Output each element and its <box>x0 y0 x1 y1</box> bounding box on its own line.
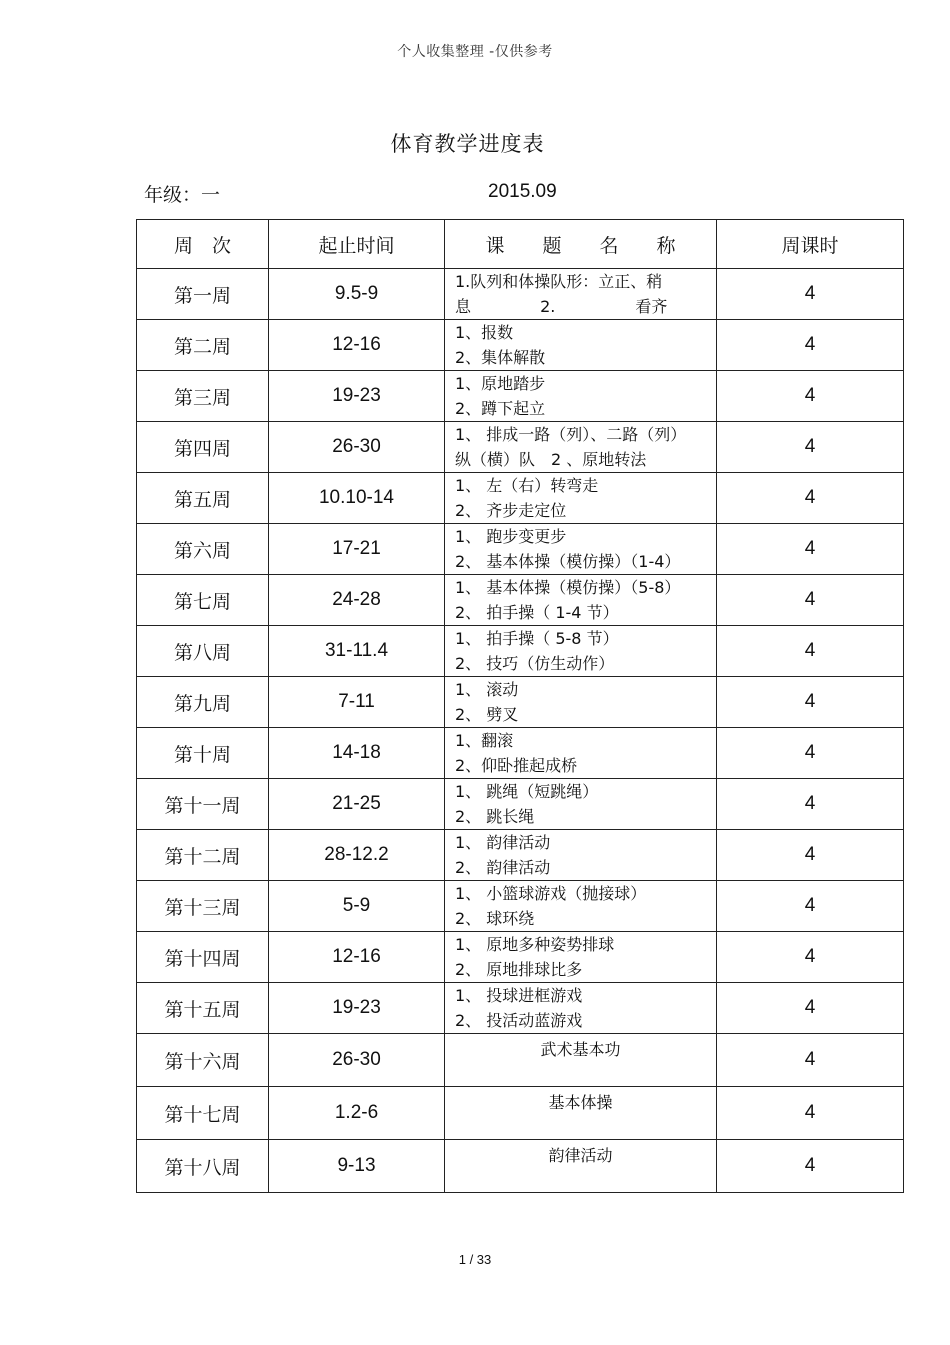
week-cell: 第十四周 <box>137 932 269 983</box>
week-cell: 第十一周 <box>137 779 269 830</box>
table-row <box>137 1034 904 1087</box>
week-cell: 第六周 <box>137 524 269 575</box>
hours-cell: 4 <box>717 881 904 932</box>
topic-cell <box>445 728 717 779</box>
hours-cell: 4 <box>717 1087 904 1140</box>
topic-cell <box>445 881 717 932</box>
topic-line: 1、 拍手操（ 5-8 节） <box>455 629 619 648</box>
topic-cell <box>445 1034 717 1087</box>
hours-cell: 4 <box>717 320 904 371</box>
topic-line: 2、 技巧（仿生动作） <box>455 654 615 673</box>
hours-cell: 4 <box>717 983 904 1034</box>
topic-line: 武术基本功 <box>540 1040 621 1059</box>
topic-line: 2、 齐步走定位 <box>455 501 567 520</box>
topic-line: 1、 左（右）转弯走 <box>455 476 599 495</box>
topic-line: 韵律活动 <box>548 1146 613 1165</box>
topic-line: 1、 滚动 <box>455 680 519 699</box>
schedule-table <box>136 219 904 1193</box>
time-range-cell: 19-23 <box>269 983 445 1034</box>
week-cell: 第十二周 <box>137 830 269 881</box>
topic-cell <box>445 575 717 626</box>
table-row <box>137 983 904 1034</box>
hours-cell: 4 <box>717 473 904 524</box>
time-range-cell: 9-13 <box>269 1140 445 1193</box>
topic-line: 1、报数 <box>455 323 514 342</box>
topic-line: 1、原地踏步 <box>455 374 546 393</box>
topic-cell <box>445 1087 717 1140</box>
time-range-cell: 26-30 <box>269 422 445 473</box>
topic-cell <box>445 422 717 473</box>
column-header-week: 周 次 <box>137 220 269 269</box>
table-row <box>137 371 904 422</box>
topic-line: 2、 原地排球比多 <box>455 960 583 979</box>
hours-cell: 4 <box>717 269 904 320</box>
table-row <box>137 575 904 626</box>
week-cell: 第八周 <box>137 626 269 677</box>
topic-line: 纵（横）队 2 、原地转法 <box>455 450 647 469</box>
topic-line: 1、翻滚 <box>455 731 514 750</box>
topic-cell <box>445 371 717 422</box>
topic-line: 基本体操 <box>548 1093 613 1112</box>
time-range-cell: 21-25 <box>269 779 445 830</box>
time-range-cell: 1.2-6 <box>269 1087 445 1140</box>
table-header-row <box>137 220 904 269</box>
column-header-hours: 周课时 <box>717 220 904 269</box>
topic-line: 1、 投球进框游戏 <box>455 986 583 1005</box>
table-row <box>137 1087 904 1140</box>
week-cell: 第三周 <box>137 371 269 422</box>
hours-cell: 4 <box>717 1140 904 1193</box>
table-row <box>137 269 904 320</box>
time-range-cell: 14-18 <box>269 728 445 779</box>
topic-line: 1.队列和体操队形：立正、稍 <box>455 272 663 291</box>
week-cell: 第十七周 <box>137 1087 269 1140</box>
column-header-topic: 课 题 名 称 <box>445 220 717 269</box>
hours-cell: 4 <box>717 779 904 830</box>
topic-line: 2、 劈叉 <box>455 705 519 724</box>
topic-line: 1、 原地多种姿势排球 <box>455 935 615 954</box>
time-range-cell: 5-9 <box>269 881 445 932</box>
table-row <box>137 728 904 779</box>
week-cell: 第五周 <box>137 473 269 524</box>
week-cell: 第十周 <box>137 728 269 779</box>
topic-line: 2、 投活动蓝游戏 <box>455 1011 583 1030</box>
time-range-cell: 12-16 <box>269 932 445 983</box>
page-title: 体育教学进度表 <box>390 132 545 156</box>
week-cell: 第七周 <box>137 575 269 626</box>
hours-cell: 4 <box>717 422 904 473</box>
week-cell: 第十八周 <box>137 1140 269 1193</box>
time-range-cell: 12-16 <box>269 320 445 371</box>
topic-line: 2、 跳长绳 <box>455 807 535 826</box>
hours-cell: 4 <box>717 728 904 779</box>
hours-cell: 4 <box>717 1034 904 1087</box>
grade-label: 年级：一 <box>144 184 221 206</box>
week-cell: 第十五周 <box>137 983 269 1034</box>
time-range-cell: 31-11.4 <box>269 626 445 677</box>
topic-line: 2、仰卧推起成桥 <box>455 756 578 775</box>
time-range-cell: 26-30 <box>269 1034 445 1087</box>
topic-cell <box>445 779 717 830</box>
week-cell: 第十三周 <box>137 881 269 932</box>
topic-line: 1、 跳绳（短跳绳） <box>455 782 599 801</box>
topic-line: 1、 小篮球游戏（抛接球） <box>455 884 647 903</box>
topic-line: 1、 基本体操（模仿操）（5-8） <box>455 578 681 597</box>
topic-cell <box>445 626 717 677</box>
hours-cell: 4 <box>717 524 904 575</box>
topic-line: 2、 韵律活动 <box>455 858 551 877</box>
hours-cell: 4 <box>717 932 904 983</box>
table-row <box>137 881 904 932</box>
topic-line: 2、 拍手操（ 1-4 节） <box>455 603 619 622</box>
topic-line: 1、 跑步变更步 <box>455 527 567 546</box>
topic-line: 2、 基本体操（模仿操）（1-4） <box>455 552 681 571</box>
table-row <box>137 422 904 473</box>
table-row <box>137 779 904 830</box>
topic-cell <box>445 830 717 881</box>
header-note: 个人收集整理 -仅供参考 <box>397 44 553 60</box>
time-range-cell: 9.5-9 <box>269 269 445 320</box>
table-row <box>137 677 904 728</box>
table-row <box>137 1140 904 1193</box>
week-cell: 第四周 <box>137 422 269 473</box>
time-range-cell: 24-28 <box>269 575 445 626</box>
topic-cell <box>445 524 717 575</box>
table-row <box>137 830 904 881</box>
topic-cell <box>445 677 717 728</box>
topic-line: 1、 排成一路（列）、二路（列） <box>455 425 687 444</box>
topic-line: 1、 韵律活动 <box>455 833 551 852</box>
time-range-cell: 19-23 <box>269 371 445 422</box>
time-range-cell: 10.10-14 <box>269 473 445 524</box>
hours-cell: 4 <box>717 371 904 422</box>
topic-line: 2、 球环绕 <box>455 909 535 928</box>
topic-cell <box>445 269 717 320</box>
table-row <box>137 473 904 524</box>
table-row <box>137 320 904 371</box>
hours-cell: 4 <box>717 626 904 677</box>
topic-cell <box>445 932 717 983</box>
topic-cell <box>445 473 717 524</box>
hours-cell: 4 <box>717 677 904 728</box>
page-number: 1 / 33 <box>458 1252 492 1267</box>
column-header-time: 起止时间 <box>269 220 445 269</box>
week-cell: 第十六周 <box>137 1034 269 1087</box>
topic-cell <box>445 320 717 371</box>
time-range-cell: 17-21 <box>269 524 445 575</box>
week-cell: 第九周 <box>137 677 269 728</box>
time-range-cell: 7-11 <box>269 677 445 728</box>
table-row <box>137 932 904 983</box>
topic-cell <box>445 1140 717 1193</box>
table-row <box>137 524 904 575</box>
topic-cell <box>445 983 717 1034</box>
topic-line: 2、蹲下起立 <box>455 399 546 418</box>
week-cell: 第二周 <box>137 320 269 371</box>
hours-cell: 4 <box>717 575 904 626</box>
topic-line: 息 2. 看齐 <box>455 297 668 316</box>
date-label: 2015.09 <box>488 181 557 202</box>
topic-line: 2、集体解散 <box>455 348 546 367</box>
table-row <box>137 626 904 677</box>
week-cell: 第一周 <box>137 269 269 320</box>
hours-cell: 4 <box>717 830 904 881</box>
time-range-cell: 28-12.2 <box>269 830 445 881</box>
